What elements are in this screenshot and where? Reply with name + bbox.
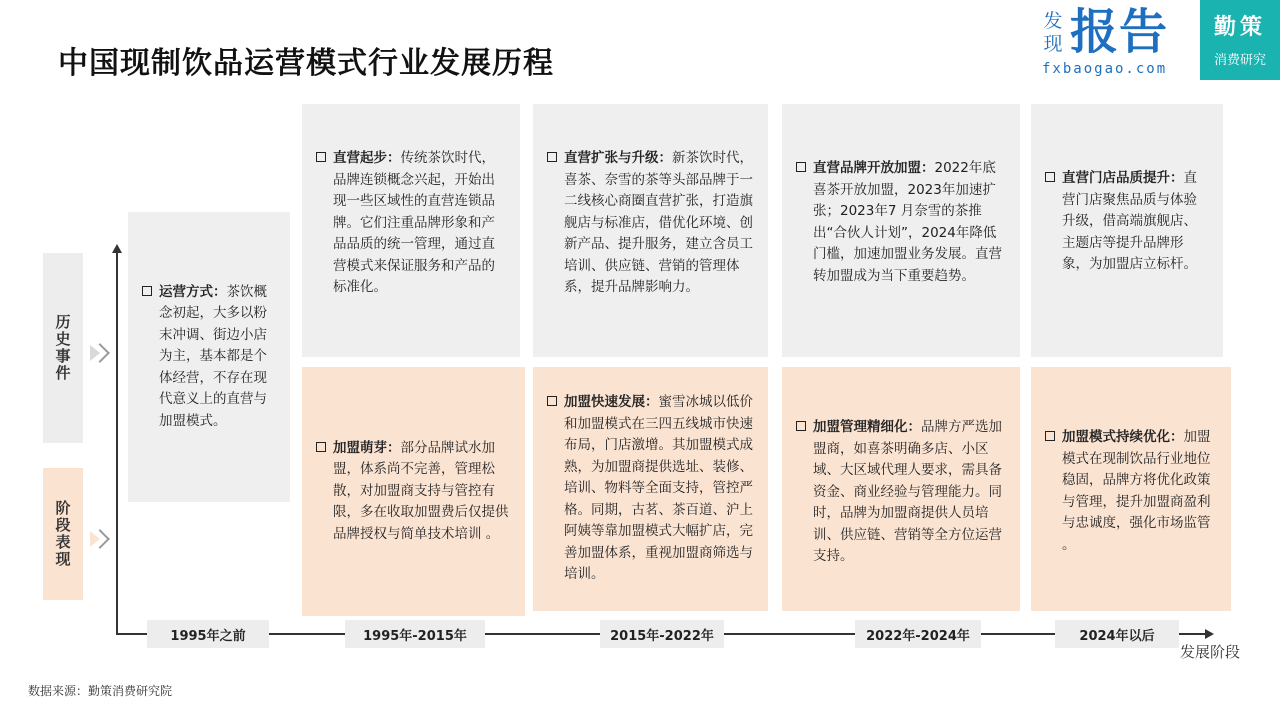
fxbaogao-logo[interactable]: [1040, 4, 1190, 80]
checkbox-bullet-icon: [316, 152, 326, 162]
logo-fx-small: 发现: [1043, 10, 1063, 55]
box-text: 加盟管理精细化：品牌方严选加盟商，如喜茶明确多店、小区域、大区域代理人要求，需具备资金、商业经验与管理能力。同时，品牌为加盟商提供人员培训、供应链、营销等全方位运营支持。: [796, 417, 1006, 568]
box-text: 加盟快速发展：蜜雪冰城以低价和加盟模式在三四五线城市快速布局，门店激增。其加盟模式成熟，为加盟商提供选址、装修、培训、物料等全面支持，管控严格。同期，古茗、茶百道、沪上阿姨等靠加盟模式大幅扩店，完善加盟体系，重视加盟商筛选与培训。: [547, 392, 754, 586]
checkbox-bullet-icon: [142, 286, 152, 296]
box-text: 直营扩张与升级：新茶饮时代，喜茶、奈雪的茶等头部品牌于一二线核心商圈直营扩张，打造旗舰店与标准店，借优化环境、创新产品、提升服务，建立含员工培训、供应链、营销的管理体系，提升品牌影响力。: [547, 148, 754, 299]
checkbox-bullet-icon: [316, 442, 326, 452]
checkbox-bullet-icon: [1045, 172, 1055, 182]
logo-fx-big: 报告: [1070, 4, 1169, 60]
qince-logo: [1200, 0, 1280, 80]
direct-box-4: [1031, 104, 1223, 357]
checkbox-bullet-icon: [796, 162, 806, 172]
arrow-up-icon: [112, 244, 122, 253]
logo-qc-small: 消费研究: [1213, 53, 1266, 68]
year-label: 1995年之前: [147, 620, 269, 648]
box-text: 直营品牌开放加盟：2022年底喜茶开放加盟，2023年加速扩张；2023年7 月奈雪的茶推出“合伙人计划”，2024年降低门槛，加速加盟业务发展。直营转加盟成为当下重要趋势。: [796, 158, 1006, 287]
data-source: 数据来源：勤策消费研究院: [28, 684, 173, 698]
logo-fx-url: fxbaogao.com: [1042, 61, 1168, 77]
page-title: 中国现制饮品运营模式行业发展历程: [58, 46, 554, 81]
box-text: 直营起步：传统茶饮时代，品牌连锁概念兴起，开始出现一些区域性的直营连锁品牌。它们注重品牌形象和产品品质的统一管理，通过直营模式来保证服务和产品的标准化。: [316, 148, 506, 299]
side-label-history: [43, 253, 83, 443]
side-label-stage-text: 阶段表现: [53, 500, 72, 568]
side-label-stage: [43, 468, 83, 600]
franchise-box-3: [782, 367, 1020, 611]
year-label: 2024年以后: [1055, 620, 1179, 648]
box-text: 加盟萌芽：部分品牌试水加盟，体系尚不完善，管理松散，对加盟商支持与管控有限，多在收取加盟费后仅提供品牌授权与简单技术培训 。: [316, 438, 511, 546]
checkbox-bullet-icon: [1045, 431, 1055, 441]
franchise-box-1: [302, 367, 525, 616]
stage-box-pre1995: [128, 212, 290, 502]
box-text: 加盟模式持续优化：加盟模式在现制饮品行业地位稳固，品牌方将优化政策与管理，提升加盟商盈利与忠诚度，强化市场监管 。: [1045, 427, 1217, 556]
logo-qc-big: 勤策: [1213, 15, 1266, 40]
franchise-box-2: [533, 367, 768, 611]
direct-box-2: [533, 104, 768, 357]
axis-label: 发展阶段: [1180, 643, 1241, 661]
direct-box-3: [782, 104, 1020, 357]
year-label: 2022年-2024年: [855, 620, 981, 648]
side-label-history-text: 历史事件: [53, 314, 72, 382]
checkbox-bullet-icon: [547, 396, 557, 406]
box-text: 直营门店品质提升：直营门店聚焦品质与体验升级，借高端旗舰店、主题店等提升品牌形象，为加盟店立标杆。: [1045, 168, 1209, 276]
checkbox-bullet-icon: [547, 152, 557, 162]
vertical-axis: [116, 252, 118, 634]
direct-box-1: [302, 104, 520, 357]
franchise-box-4: [1031, 367, 1231, 611]
year-label: 1995年-2015年: [345, 620, 485, 648]
box-text: 运营方式：茶饮概念初起，大多以粉末冲调、街边小店为主，基本都是个体经营，不存在现代意义上的直营与加盟模式。: [142, 282, 276, 433]
checkbox-bullet-icon: [796, 421, 806, 431]
year-label: 2015年-2022年: [600, 620, 724, 648]
arrow-right-icon: [1205, 629, 1214, 639]
